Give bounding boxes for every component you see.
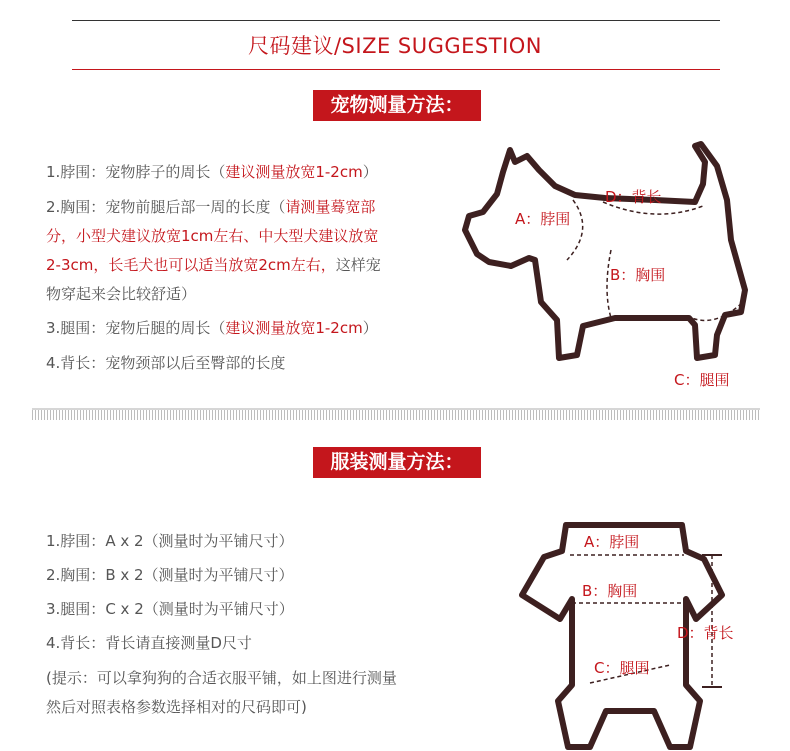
garment-label-back: D：背长 <box>677 624 734 642</box>
clothes-item-back: 4.背长：背长请直接测量D尺寸 <box>46 634 252 652</box>
section-divider <box>32 408 760 420</box>
clothes-hint: (提示：可以拿狗狗的合适衣服平铺，如上图进行测量 然后对照表格参数选择相对的尺码即可) <box>46 669 397 716</box>
dog-label-back: D：背长 <box>605 188 662 206</box>
garment-label-leg: C：腿围 <box>594 659 650 677</box>
clothes-item-neck: 1.脖围：A x 2（测量时为平铺尺寸） <box>46 532 294 550</box>
clothes-item-leg: 3.腿围：C x 2（测量时为平铺尺寸） <box>46 600 294 618</box>
dog-label-neck: A：脖围 <box>515 210 571 228</box>
pet-item-back: 4.背长：宠物颈部以后至臀部的长度 <box>46 354 286 372</box>
dog-silhouette <box>465 144 745 358</box>
page-title: 尺码建议/SIZE SUGGESTION <box>247 34 543 58</box>
pet-item-leg: 3.腿围：宠物后腿的周长（建议测量放宽1-2cm） <box>46 319 378 337</box>
pet-item-neck: 1.脖围：宠物脖子的周长（建议测量放宽1-2cm） <box>46 163 378 181</box>
pet-item-chest: 2.胸围：宠物前腿后部一周的长度（请测量蓦宽部 分，小型犬建议放宽1cm左右、中大型犬建议放宽 2-3cm，长毛犬也可以适当放宽2cm左右，这样宠 物穿起来会比较舒适） <box>46 198 381 303</box>
garment-diagram <box>510 515 780 751</box>
clothes-item-chest: 2.胸围：B x 2（测量时为平铺尺寸） <box>46 566 294 584</box>
neck-line <box>567 200 583 260</box>
dog-diagram <box>455 140 775 400</box>
dog-outline-illustration <box>455 140 775 400</box>
dog-label-chest: B：胸围 <box>610 266 666 284</box>
clothes-measure-banner: 服装测量方法： <box>313 447 481 478</box>
dog-label-leg: C：腿围 <box>674 371 730 389</box>
title-underline <box>72 69 720 70</box>
garment-outline-illustration <box>510 515 780 751</box>
pet-measure-banner: 宠物测量方法： <box>313 90 481 121</box>
top-rule <box>72 20 720 21</box>
garment-label-chest: B：胸围 <box>582 582 638 600</box>
chest-line <box>607 250 611 318</box>
garment-label-neck: A：脖围 <box>584 533 640 551</box>
